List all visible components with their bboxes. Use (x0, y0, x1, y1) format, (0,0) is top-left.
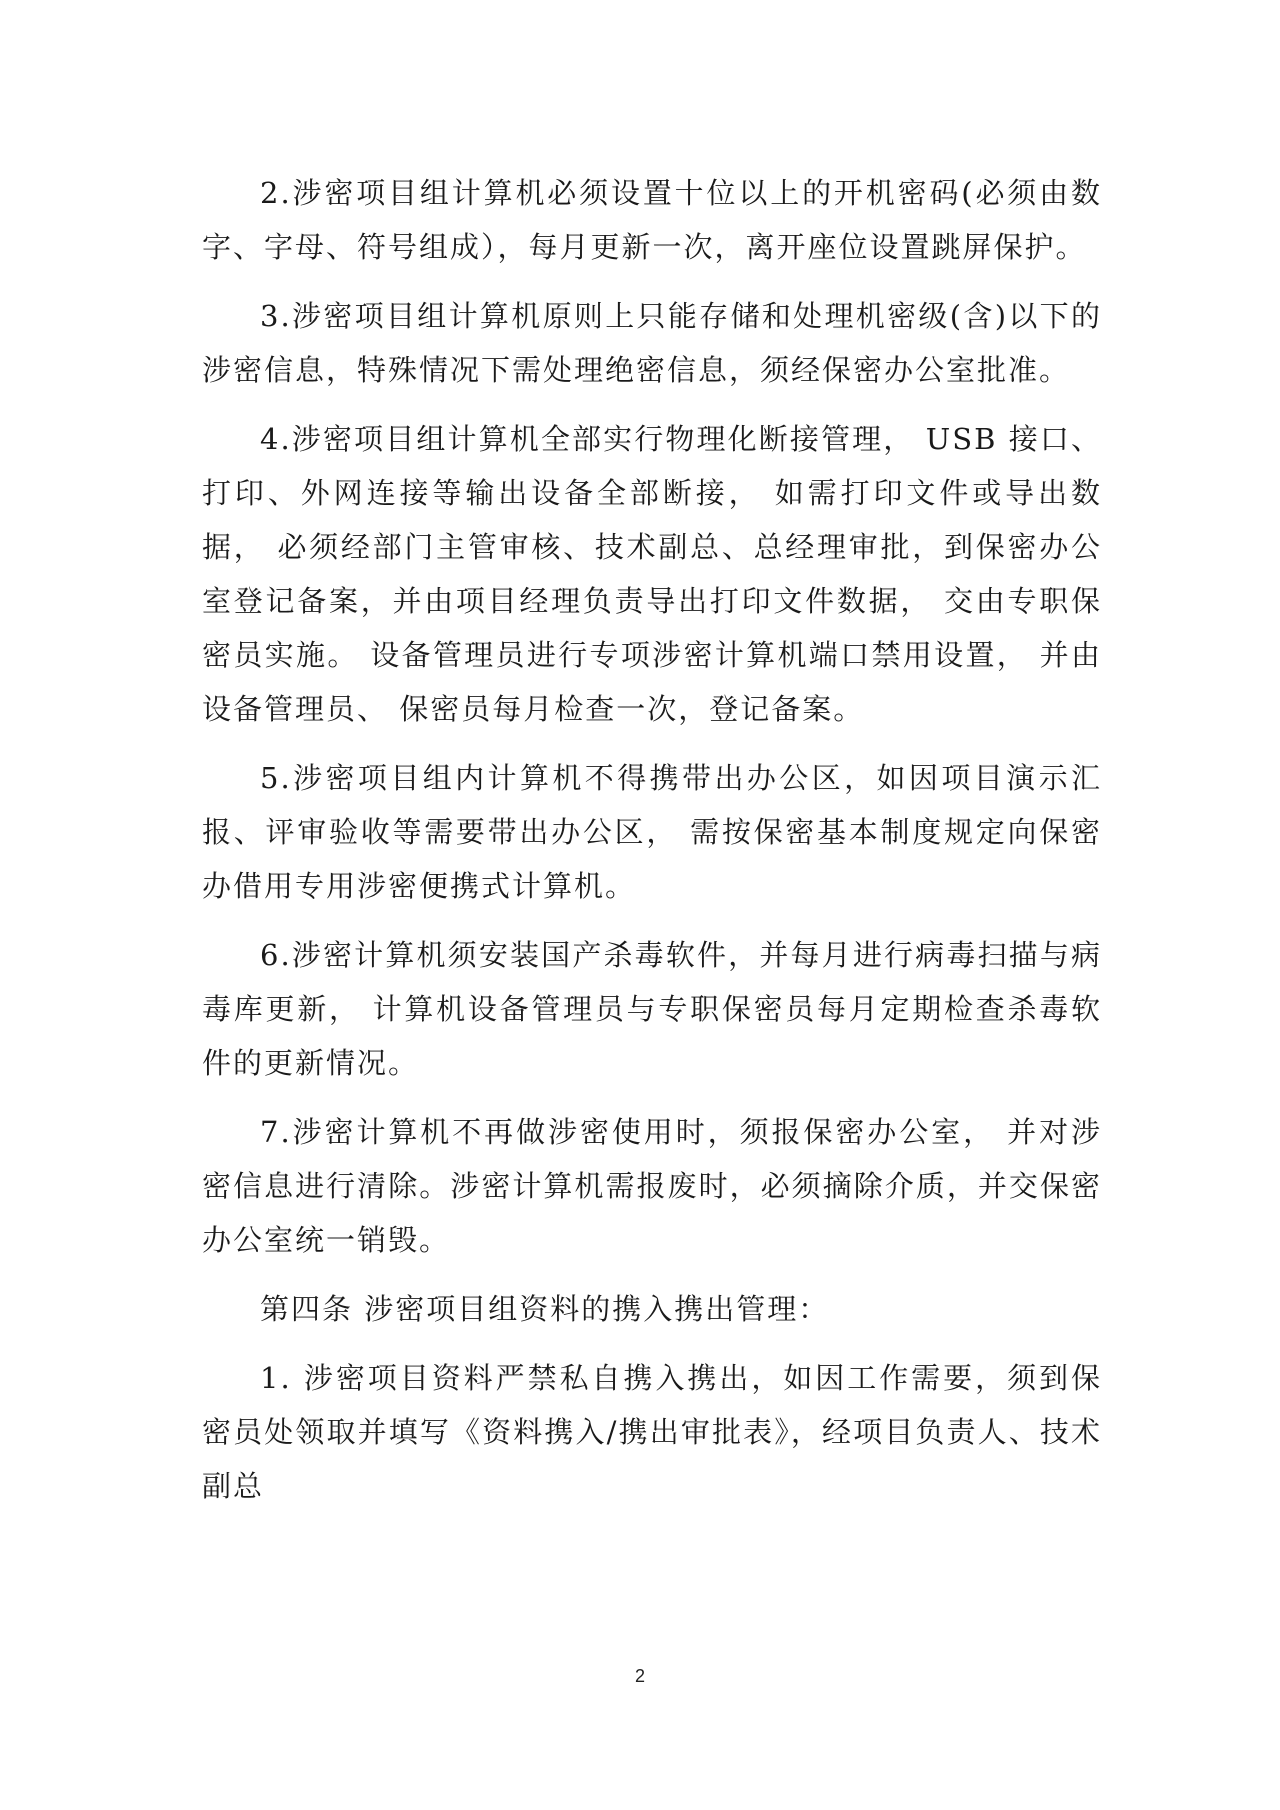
paragraph-item-6: 6.涉密计算机须安装国产杀毒软件，并每月进行病毒扫描与病毒库更新， 计算机设备管理员与专职保密员每月定期检查杀毒软件的更新情况。 (202, 938, 1102, 1080)
paragraph-item-3: 3.涉密项目组计算机原则上只能存储和处理机密级(含)以下的涉密信息，特殊情况下需处理绝密信息，须经保密办公室批准。 (202, 299, 1102, 387)
page-number: 2 (634, 1666, 645, 1686)
paragraph-item-2: 2.涉密项目组计算机必须设置十位以上的开机密码(必须由数字、字母、符号组成），每月更新一次，离开座位设置跳屏保护。 (202, 176, 1102, 264)
paragraph-item-4: 4.涉密项目组计算机全部实行物理化断接管理， USB 接口、 打印、外网连接等输出设备全部断接， 如需打印文件或导出数据， 必须经部门主管审核、技术副总、总经理审批，到保密办公室登记备案，并由项目经理负责导出打印文件数据， 交由专职保密员实施。 设备管理员进行专项涉密计算机端口禁用设置， 并由设备管理员、 保密员每月检查一次，登记备案。 (202, 422, 1102, 726)
paragraph-item-5: 5.涉密项目组内计算机不得携带出办公区，如因项目演示汇报、评审验收等需要带出办公区， 需按保密基本制度规定向保密办借用专用涉密便携式计算机。 (202, 761, 1102, 903)
paragraph-item-7: 7.涉密计算机不再做涉密使用时，须报保密办公室， 并对涉密信息进行清除。涉密计算机需报废时，必须摘除介质，并交保密办公室统一销毁。 (202, 1115, 1102, 1257)
section-heading-article-4: 第四条 涉密项目组资料的携入携出管理： (260, 1292, 830, 1326)
document-body (202, 166, 1102, 1528)
paragraph-article-4-item-1: 1. 涉密项目资料严禁私自携入携出，如因工作需要，须到保密员处领取并填写《资料携入/携出审批表》，经项目负责人、技术副总 (202, 1361, 1102, 1503)
